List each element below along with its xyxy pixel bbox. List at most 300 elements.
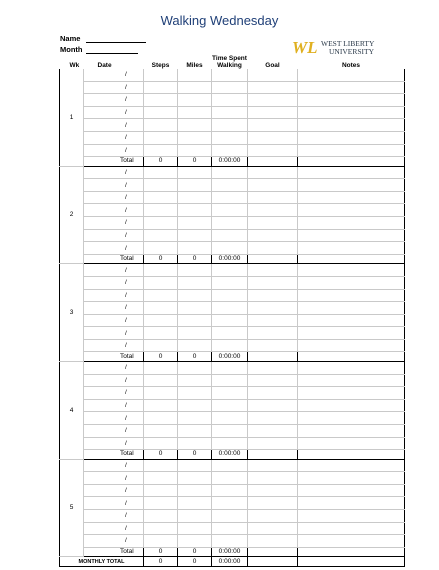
goal-cell[interactable] [248, 69, 298, 81]
total-time: 0:00:00 [212, 254, 248, 264]
col-header-notes: Notes [341, 62, 361, 69]
day-row [60, 264, 405, 277]
monthly-steps: 0 [144, 557, 178, 567]
steps-cell[interactable] [144, 314, 178, 327]
steps-cell[interactable] [144, 276, 178, 289]
date-cell[interactable]: / [84, 510, 144, 523]
date-cell[interactable]: / [84, 472, 144, 485]
total-notes [298, 352, 405, 362]
miles-cell[interactable] [178, 179, 212, 192]
date-cell[interactable]: / [84, 69, 144, 81]
date-cell[interactable]: / [84, 166, 144, 179]
steps-cell[interactable] [144, 131, 178, 144]
date-cell[interactable]: / [84, 387, 144, 400]
day-row [60, 472, 405, 485]
name-field[interactable] [60, 34, 146, 43]
steps-cell[interactable] [144, 264, 178, 277]
day-row [60, 119, 405, 132]
total-notes [298, 254, 405, 264]
day-row [60, 94, 405, 107]
steps-cell[interactable] [144, 242, 178, 255]
time-cell[interactable] [212, 535, 248, 548]
notes-cell[interactable] [298, 412, 405, 425]
goal-cell[interactable] [248, 484, 298, 497]
time-cell[interactable] [212, 472, 248, 485]
date-cell[interactable]: / [84, 522, 144, 535]
notes-cell[interactable] [298, 106, 405, 119]
total-label: Total [84, 450, 144, 460]
miles-cell[interactable] [178, 229, 212, 242]
goal-cell[interactable] [248, 276, 298, 289]
steps-cell[interactable] [144, 459, 178, 472]
notes-cell[interactable] [298, 191, 405, 204]
goal-cell[interactable] [248, 535, 298, 548]
header-row [60, 52, 405, 69]
day-row [60, 510, 405, 523]
date-cell[interactable]: / [84, 412, 144, 425]
goal-cell[interactable] [248, 374, 298, 387]
goal-cell[interactable] [248, 497, 298, 510]
total-label: Total [84, 547, 144, 557]
goal-cell[interactable] [248, 327, 298, 340]
steps-cell[interactable] [144, 229, 178, 242]
notes-cell[interactable] [298, 144, 405, 157]
steps-cell[interactable] [144, 119, 178, 132]
time-cell[interactable] [212, 242, 248, 255]
goal-cell[interactable] [248, 81, 298, 94]
col-header-time-line1: Time Spent [212, 55, 247, 62]
miles-cell[interactable] [178, 119, 212, 132]
date-cell[interactable]: / [84, 229, 144, 242]
total-goal [248, 450, 298, 460]
goal-cell[interactable] [248, 399, 298, 412]
col-header-steps: Steps [151, 62, 170, 69]
week-label: 4 [60, 361, 84, 459]
notes-cell[interactable] [298, 484, 405, 497]
month-label: Month [60, 45, 83, 54]
steps-cell[interactable] [144, 289, 178, 302]
notes-cell[interactable] [298, 289, 405, 302]
notes-cell[interactable] [298, 81, 405, 94]
date-cell[interactable]: / [84, 302, 144, 315]
date-cell[interactable]: / [84, 144, 144, 157]
time-cell[interactable] [212, 510, 248, 523]
day-row [60, 144, 405, 157]
goal-cell[interactable] [248, 242, 298, 255]
monthly-total-label: MONTHLY TOTAL [60, 557, 144, 567]
time-cell[interactable] [212, 522, 248, 535]
total-goal [248, 157, 298, 167]
date-cell[interactable]: / [84, 106, 144, 119]
goal-cell[interactable] [248, 437, 298, 450]
date-cell[interactable]: / [84, 204, 144, 217]
col-header-miles: Miles [186, 62, 203, 69]
time-cell[interactable] [212, 412, 248, 425]
miles-cell[interactable] [178, 339, 212, 352]
steps-cell[interactable] [144, 302, 178, 315]
time-cell[interactable] [212, 387, 248, 400]
total-steps: 0 [144, 157, 178, 167]
notes-cell[interactable] [298, 276, 405, 289]
miles-cell[interactable] [178, 412, 212, 425]
steps-cell[interactable] [144, 374, 178, 387]
goal-cell[interactable] [248, 119, 298, 132]
miles-cell[interactable] [178, 81, 212, 94]
monthly-time: 0:00:00 [212, 557, 248, 567]
date-cell[interactable]: / [84, 179, 144, 192]
miles-cell[interactable] [178, 302, 212, 315]
date-cell[interactable]: / [84, 327, 144, 340]
goal-cell[interactable] [248, 289, 298, 302]
notes-cell[interactable] [298, 437, 405, 450]
day-row [60, 399, 405, 412]
total-miles: 0 [178, 547, 212, 557]
miles-cell[interactable] [178, 484, 212, 497]
miles-cell[interactable] [178, 94, 212, 107]
total-steps: 0 [144, 352, 178, 362]
notes-cell[interactable] [298, 387, 405, 400]
time-cell[interactable] [212, 166, 248, 179]
total-time: 0:00:00 [212, 547, 248, 557]
monthly-total-row [60, 557, 405, 567]
goal-cell[interactable] [248, 424, 298, 437]
notes-cell[interactable] [298, 510, 405, 523]
name-label: Name [60, 34, 81, 43]
time-cell[interactable] [212, 94, 248, 107]
total-goal [248, 547, 298, 557]
goal-cell[interactable] [248, 522, 298, 535]
date-cell[interactable]: / [84, 497, 144, 510]
day-row [60, 314, 405, 327]
day-row [60, 522, 405, 535]
time-cell[interactable] [212, 327, 248, 340]
time-cell[interactable] [212, 399, 248, 412]
steps-cell[interactable] [144, 472, 178, 485]
notes-cell[interactable] [298, 131, 405, 144]
total-steps: 0 [144, 450, 178, 460]
notes-cell[interactable] [298, 94, 405, 107]
day-row [60, 424, 405, 437]
steps-cell[interactable] [144, 412, 178, 425]
time-cell[interactable] [212, 264, 248, 277]
week-label: 3 [60, 264, 84, 362]
time-cell[interactable] [212, 361, 248, 374]
steps-cell[interactable] [144, 387, 178, 400]
day-row [60, 327, 405, 340]
goal-cell[interactable] [248, 94, 298, 107]
time-cell[interactable] [212, 106, 248, 119]
notes-cell[interactable] [298, 535, 405, 548]
steps-cell[interactable] [144, 204, 178, 217]
total-goal [248, 254, 298, 264]
steps-cell[interactable] [144, 144, 178, 157]
time-cell[interactable] [212, 204, 248, 217]
time-cell[interactable] [212, 144, 248, 157]
steps-cell[interactable] [144, 437, 178, 450]
day-row [60, 289, 405, 302]
goal-cell[interactable] [248, 217, 298, 230]
date-cell[interactable]: / [84, 314, 144, 327]
goal-cell[interactable] [248, 204, 298, 217]
goal-cell[interactable] [248, 339, 298, 352]
miles-cell[interactable] [178, 387, 212, 400]
notes-cell[interactable] [298, 339, 405, 352]
week-label: 5 [60, 459, 84, 557]
total-label: Total [84, 352, 144, 362]
total-time: 0:00:00 [212, 157, 248, 167]
miles-cell[interactable] [178, 399, 212, 412]
steps-cell[interactable] [144, 94, 178, 107]
total-miles: 0 [178, 254, 212, 264]
miles-cell[interactable] [178, 327, 212, 340]
miles-cell[interactable] [178, 264, 212, 277]
week-total-row [60, 352, 405, 362]
week-total-row [60, 450, 405, 460]
total-steps: 0 [144, 547, 178, 557]
day-row [60, 69, 405, 81]
date-cell[interactable]: / [84, 484, 144, 497]
day-row [60, 361, 405, 374]
col-header-goal: Goal [265, 62, 280, 69]
miles-cell[interactable] [178, 242, 212, 255]
day-row [60, 81, 405, 94]
week-label: 2 [60, 166, 84, 264]
logo-line2: UNIVERSITY [329, 47, 374, 56]
date-cell[interactable]: / [84, 459, 144, 472]
total-notes [298, 450, 405, 460]
goal-cell[interactable] [248, 302, 298, 315]
miles-cell[interactable] [178, 459, 212, 472]
miles-cell[interactable] [178, 497, 212, 510]
steps-cell[interactable] [144, 166, 178, 179]
steps-cell[interactable] [144, 424, 178, 437]
miles-cell[interactable] [178, 535, 212, 548]
time-cell[interactable] [212, 289, 248, 302]
time-cell[interactable] [212, 229, 248, 242]
notes-cell[interactable] [298, 314, 405, 327]
miles-cell[interactable] [178, 131, 212, 144]
notes-cell[interactable] [298, 229, 405, 242]
name-line[interactable] [86, 36, 146, 43]
date-cell[interactable]: / [84, 242, 144, 255]
date-cell[interactable]: / [84, 535, 144, 548]
miles-cell[interactable] [178, 314, 212, 327]
total-miles: 0 [178, 352, 212, 362]
goal-cell[interactable] [248, 229, 298, 242]
miles-cell[interactable] [178, 510, 212, 523]
time-cell[interactable] [212, 424, 248, 437]
notes-cell[interactable] [298, 399, 405, 412]
goal-cell[interactable] [248, 131, 298, 144]
date-cell[interactable]: / [84, 374, 144, 387]
goal-cell[interactable] [248, 179, 298, 192]
monthly-goal [248, 557, 298, 567]
logo-line1: WEST LIBERTY [321, 39, 375, 48]
day-row [60, 459, 405, 472]
date-cell[interactable]: / [84, 94, 144, 107]
total-label: Total [84, 254, 144, 264]
total-miles: 0 [178, 450, 212, 460]
miles-cell[interactable] [178, 191, 212, 204]
date-cell[interactable]: / [84, 437, 144, 450]
notes-cell[interactable] [298, 522, 405, 535]
notes-cell[interactable] [298, 119, 405, 132]
col-header-date: Date [97, 62, 112, 69]
goal-cell[interactable] [248, 264, 298, 277]
steps-cell[interactable] [144, 522, 178, 535]
time-cell[interactable] [212, 437, 248, 450]
steps-cell[interactable] [144, 399, 178, 412]
steps-cell[interactable] [144, 535, 178, 548]
miles-cell[interactable] [178, 166, 212, 179]
date-cell[interactable]: / [84, 424, 144, 437]
goal-cell[interactable] [248, 191, 298, 204]
logo-mark: WL [292, 38, 318, 56]
miles-cell[interactable] [178, 361, 212, 374]
miles-cell[interactable] [178, 106, 212, 119]
notes-cell[interactable] [298, 69, 405, 81]
day-row [60, 339, 405, 352]
total-label: Total [84, 157, 144, 167]
total-notes [298, 547, 405, 557]
date-cell[interactable]: / [84, 191, 144, 204]
notes-cell[interactable] [298, 302, 405, 315]
monthly-notes [298, 557, 405, 567]
time-cell[interactable] [212, 459, 248, 472]
date-cell[interactable]: / [84, 119, 144, 132]
miles-cell[interactable] [178, 437, 212, 450]
time-cell[interactable] [212, 191, 248, 204]
notes-cell[interactable] [298, 424, 405, 437]
col-header-time-line2: Walking [217, 62, 242, 69]
date-cell[interactable]: / [84, 361, 144, 374]
date-cell[interactable]: / [84, 264, 144, 277]
steps-cell[interactable] [144, 484, 178, 497]
time-cell[interactable] [212, 276, 248, 289]
day-row [60, 191, 405, 204]
notes-cell[interactable] [298, 242, 405, 255]
date-cell[interactable]: / [84, 289, 144, 302]
notes-cell[interactable] [298, 179, 405, 192]
day-row [60, 204, 405, 217]
steps-cell[interactable] [144, 327, 178, 340]
time-cell[interactable] [212, 69, 248, 81]
notes-cell[interactable] [298, 472, 405, 485]
walking-log-table [59, 52, 405, 567]
day-row [60, 387, 405, 400]
miles-cell[interactable] [178, 144, 212, 157]
total-steps: 0 [144, 254, 178, 264]
steps-cell[interactable] [144, 361, 178, 374]
day-row [60, 437, 405, 450]
date-cell[interactable]: / [84, 81, 144, 94]
notes-cell[interactable] [298, 374, 405, 387]
week-total-row [60, 547, 405, 557]
notes-cell[interactable] [298, 217, 405, 230]
notes-cell[interactable] [298, 497, 405, 510]
total-miles: 0 [178, 157, 212, 167]
time-cell[interactable] [212, 497, 248, 510]
steps-cell[interactable] [144, 81, 178, 94]
day-row [60, 302, 405, 315]
notes-cell[interactable] [298, 327, 405, 340]
notes-cell[interactable] [298, 166, 405, 179]
goal-cell[interactable] [248, 361, 298, 374]
miles-cell[interactable] [178, 289, 212, 302]
day-row [60, 179, 405, 192]
day-row [60, 229, 405, 242]
day-row [60, 276, 405, 289]
miles-cell[interactable] [178, 69, 212, 81]
goal-cell[interactable] [248, 387, 298, 400]
date-cell[interactable]: / [84, 339, 144, 352]
miles-cell[interactable] [178, 217, 212, 230]
date-cell[interactable]: / [84, 217, 144, 230]
time-cell[interactable] [212, 119, 248, 132]
time-cell[interactable] [212, 314, 248, 327]
goal-cell[interactable] [248, 472, 298, 485]
col-header-wk: Wk [69, 62, 80, 69]
steps-cell[interactable] [144, 217, 178, 230]
miles-cell[interactable] [178, 424, 212, 437]
steps-cell[interactable] [144, 339, 178, 352]
goal-cell[interactable] [248, 412, 298, 425]
steps-cell[interactable] [144, 191, 178, 204]
goal-cell[interactable] [248, 510, 298, 523]
time-cell[interactable] [212, 484, 248, 497]
steps-cell[interactable] [144, 497, 178, 510]
steps-cell[interactable] [144, 179, 178, 192]
miles-cell[interactable] [178, 522, 212, 535]
notes-cell[interactable] [298, 361, 405, 374]
week-total-row [60, 157, 405, 167]
time-cell[interactable] [212, 81, 248, 94]
week-label: 1 [60, 69, 84, 166]
notes-cell[interactable] [298, 459, 405, 472]
time-cell[interactable] [212, 217, 248, 230]
total-notes [298, 157, 405, 167]
date-cell[interactable]: / [84, 131, 144, 144]
goal-cell[interactable] [248, 459, 298, 472]
time-cell[interactable] [212, 131, 248, 144]
time-cell[interactable] [212, 374, 248, 387]
time-cell[interactable] [212, 339, 248, 352]
steps-cell[interactable] [144, 69, 178, 81]
goal-cell[interactable] [248, 144, 298, 157]
date-cell[interactable]: / [84, 276, 144, 289]
notes-cell[interactable] [298, 264, 405, 277]
miles-cell[interactable] [178, 204, 212, 217]
goal-cell[interactable] [248, 166, 298, 179]
date-cell[interactable]: / [84, 399, 144, 412]
day-row [60, 374, 405, 387]
time-cell[interactable] [212, 302, 248, 315]
time-cell[interactable] [212, 179, 248, 192]
day-row [60, 484, 405, 497]
day-row [60, 217, 405, 230]
day-row [60, 131, 405, 144]
miles-cell[interactable] [178, 374, 212, 387]
page-title: Walking Wednesday [160, 13, 279, 28]
steps-cell[interactable] [144, 106, 178, 119]
miles-cell[interactable] [178, 472, 212, 485]
goal-cell[interactable] [248, 314, 298, 327]
miles-cell[interactable] [178, 276, 212, 289]
steps-cell[interactable] [144, 510, 178, 523]
notes-cell[interactable] [298, 204, 405, 217]
monthly-miles: 0 [178, 557, 212, 567]
goal-cell[interactable] [248, 106, 298, 119]
